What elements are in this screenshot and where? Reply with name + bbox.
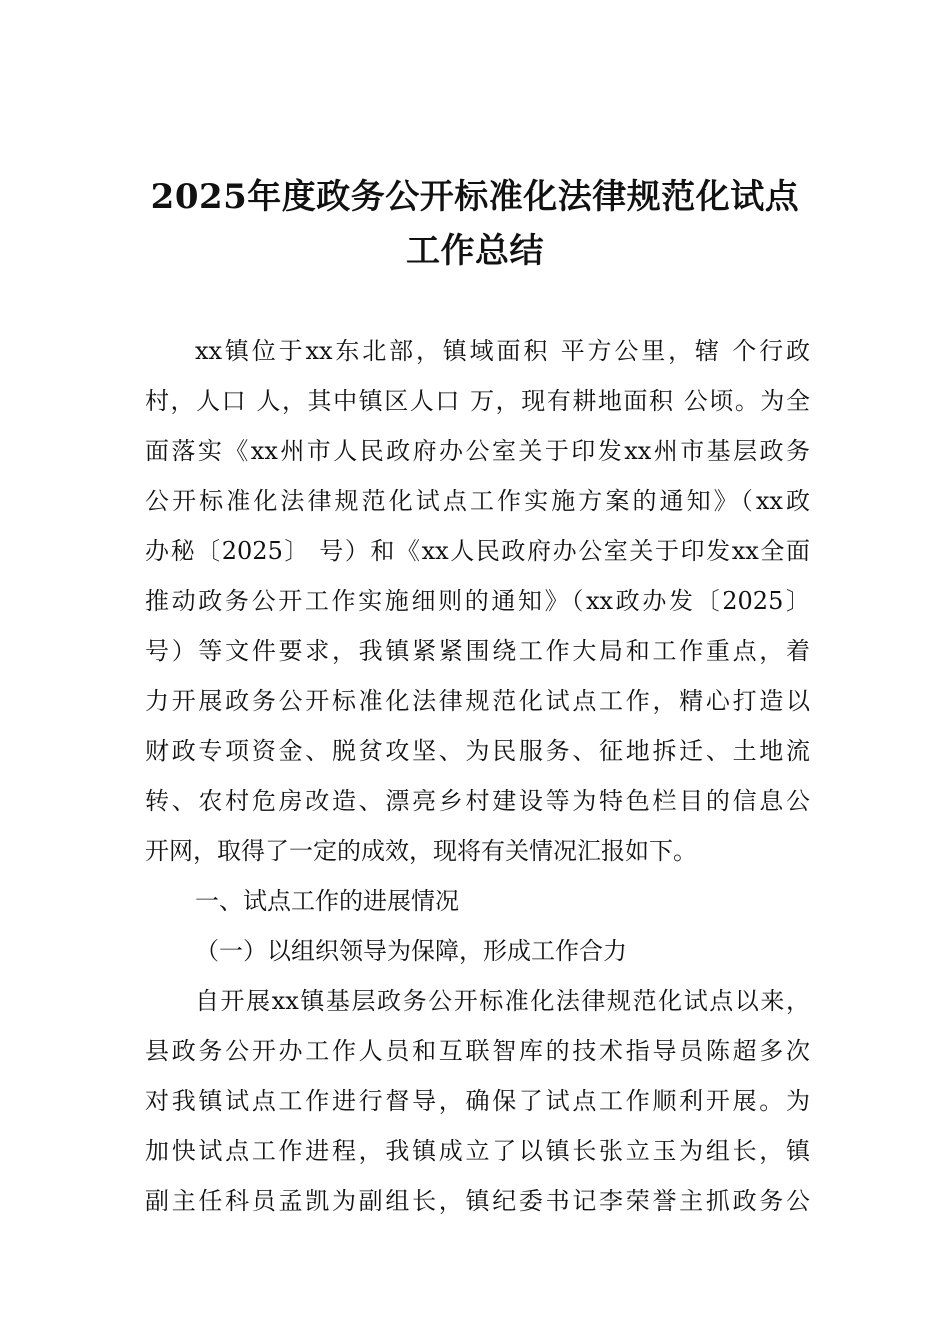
document-body [145,326,810,1226]
paragraph-line: 号）等文件要求，我镇紧紧围绕工作大局和工作重点，着 [145,637,810,665]
section-heading: 一、试点工作的进展情况 [195,887,459,915]
paragraph-line: 加快试点工作进程，我镇成立了以镇长张立玉为组长，镇 [145,1137,810,1165]
paragraph-line: 推动政务公开工作实施细则的通知》（xx政办发〔2025〕 [145,587,810,615]
title-line-2: 工作总结 [406,231,544,271]
paragraph-line: 公开标准化法律规范化试点工作实施方案的通知》（xx政 [145,487,810,515]
paragraph-line: 对我镇试点工作进行督导，确保了试点工作顺利开展。为 [145,1087,810,1115]
paragraph-line: 村，人口 人，其中镇区人口 万，现有耕地面积 公顷。为全 [145,387,810,415]
paragraph-line: 面落实《xx州市人民政府办公室关于印发xx州市基层政务 [145,437,810,465]
paragraph-line: 自开展xx镇基层政务公开标准化法律规范化试点以来， [195,987,810,1015]
paragraph-line: 转、农村危房改造、漂亮乡村建设等为特色栏目的信息公 [145,787,810,815]
paragraph-line: 办秘〔2025〕 号）和《xx人民政府办公室关于印发xx全面 [145,537,810,565]
paragraph-line: 县政务公开办工作人员和互联智库的技术指导员陈超多次 [145,1037,810,1065]
document-title [130,170,820,278]
paragraph-line: 财政专项资金、脱贫攻坚、为民服务、征地拆迁、土地流 [145,737,810,765]
paragraph-line: 开网，取得了一定的成效，现将有关情况汇报如下。 [145,837,697,865]
paragraph-line: xx镇位于xx东北部，镇域面积 平方公里，辖 个行政 [195,337,810,365]
title-line-1: 2025年度政务公开标准化法律规范化试点 [150,177,800,217]
paragraph-line: 副主任科员孟凯为副组长，镇纪委书记李荣誉主抓政务公 [145,1187,810,1215]
subsection-heading: （一）以组织领导为保障，形成工作合力 [195,937,627,965]
paragraph-line: 力开展政务公开标准化法律规范化试点工作，精心打造以 [145,687,810,715]
